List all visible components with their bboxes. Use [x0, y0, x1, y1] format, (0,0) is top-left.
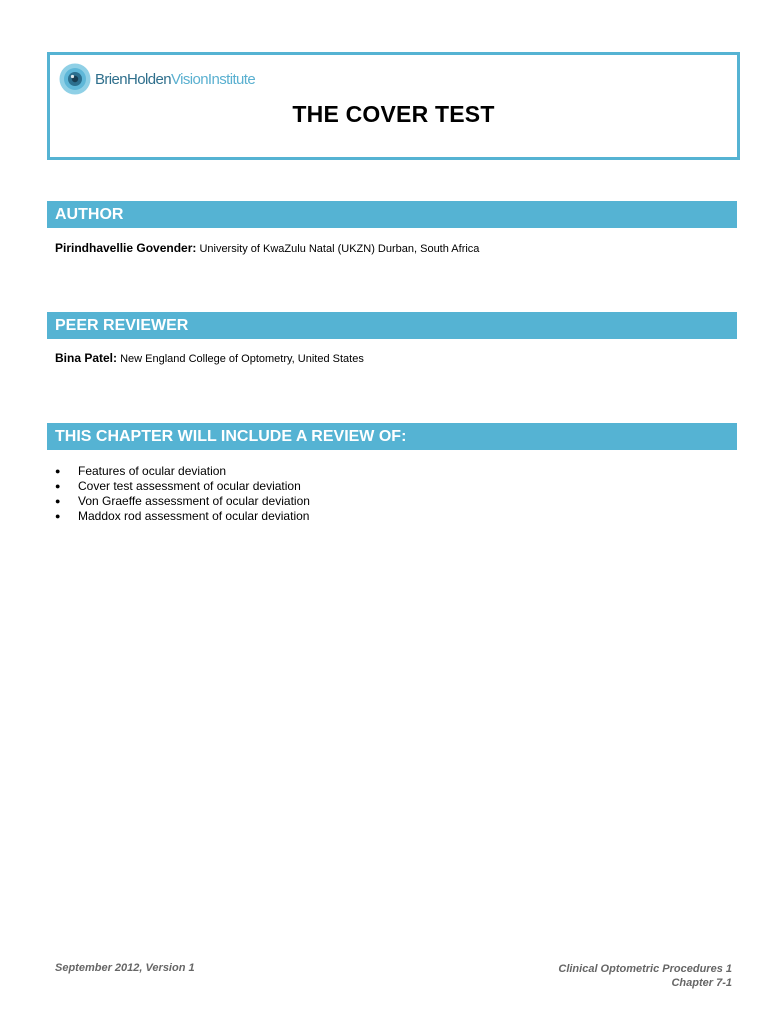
- reviewer-affiliation: New England College of Optometry, United States: [120, 353, 364, 365]
- footer-version: September 2012, Version 1: [55, 962, 195, 974]
- bullet-icon: ●: [55, 511, 61, 521]
- list-item-text: Features of ocular deviation: [78, 464, 227, 478]
- logo-brand: BrienHolden: [95, 70, 171, 88]
- footer-course-title: Clinical Optometric Procedures 1: [558, 963, 732, 975]
- logo-sub: VisionInstitute: [170, 70, 256, 88]
- author-affiliation: University of KwaZulu Natal (UKZN) Durban, South Africa: [199, 243, 480, 255]
- document-title: THE COVER TEST: [292, 101, 495, 127]
- logo: [59, 63, 255, 95]
- footer-course: [558, 962, 732, 990]
- header-box: [47, 52, 740, 160]
- peer-reviewer-heading: PEER REVIEWER: [47, 312, 737, 339]
- footer-chapter: Chapter 7-1: [671, 977, 732, 989]
- reviewer-name: Bina Patel:: [55, 351, 118, 365]
- list-item-text: Cover test assessment of ocular deviation: [78, 479, 301, 493]
- chapter-topics-list: [55, 464, 310, 524]
- author-name: Pirindhavellie Govender:: [55, 241, 197, 255]
- list-item: [55, 494, 310, 509]
- author-heading: AUTHOR: [47, 201, 737, 228]
- bullet-icon: ●: [55, 466, 61, 476]
- chapter-review-heading: THIS CHAPTER WILL INCLUDE A REVIEW OF:: [47, 423, 737, 450]
- list-item: [55, 509, 310, 524]
- list-item-text: Maddox rod assessment of ocular deviation: [78, 509, 310, 523]
- reviewer-line: [55, 351, 364, 365]
- author-line: [55, 241, 479, 255]
- logo-text: [95, 71, 255, 88]
- bullet-icon: ●: [55, 496, 61, 506]
- list-item: [55, 479, 310, 494]
- bullet-icon: ●: [55, 481, 61, 491]
- list-item: [55, 464, 310, 479]
- eye-logo-icon: [59, 63, 91, 95]
- list-item-text: Von Graeffe assessment of ocular deviation: [78, 494, 310, 508]
